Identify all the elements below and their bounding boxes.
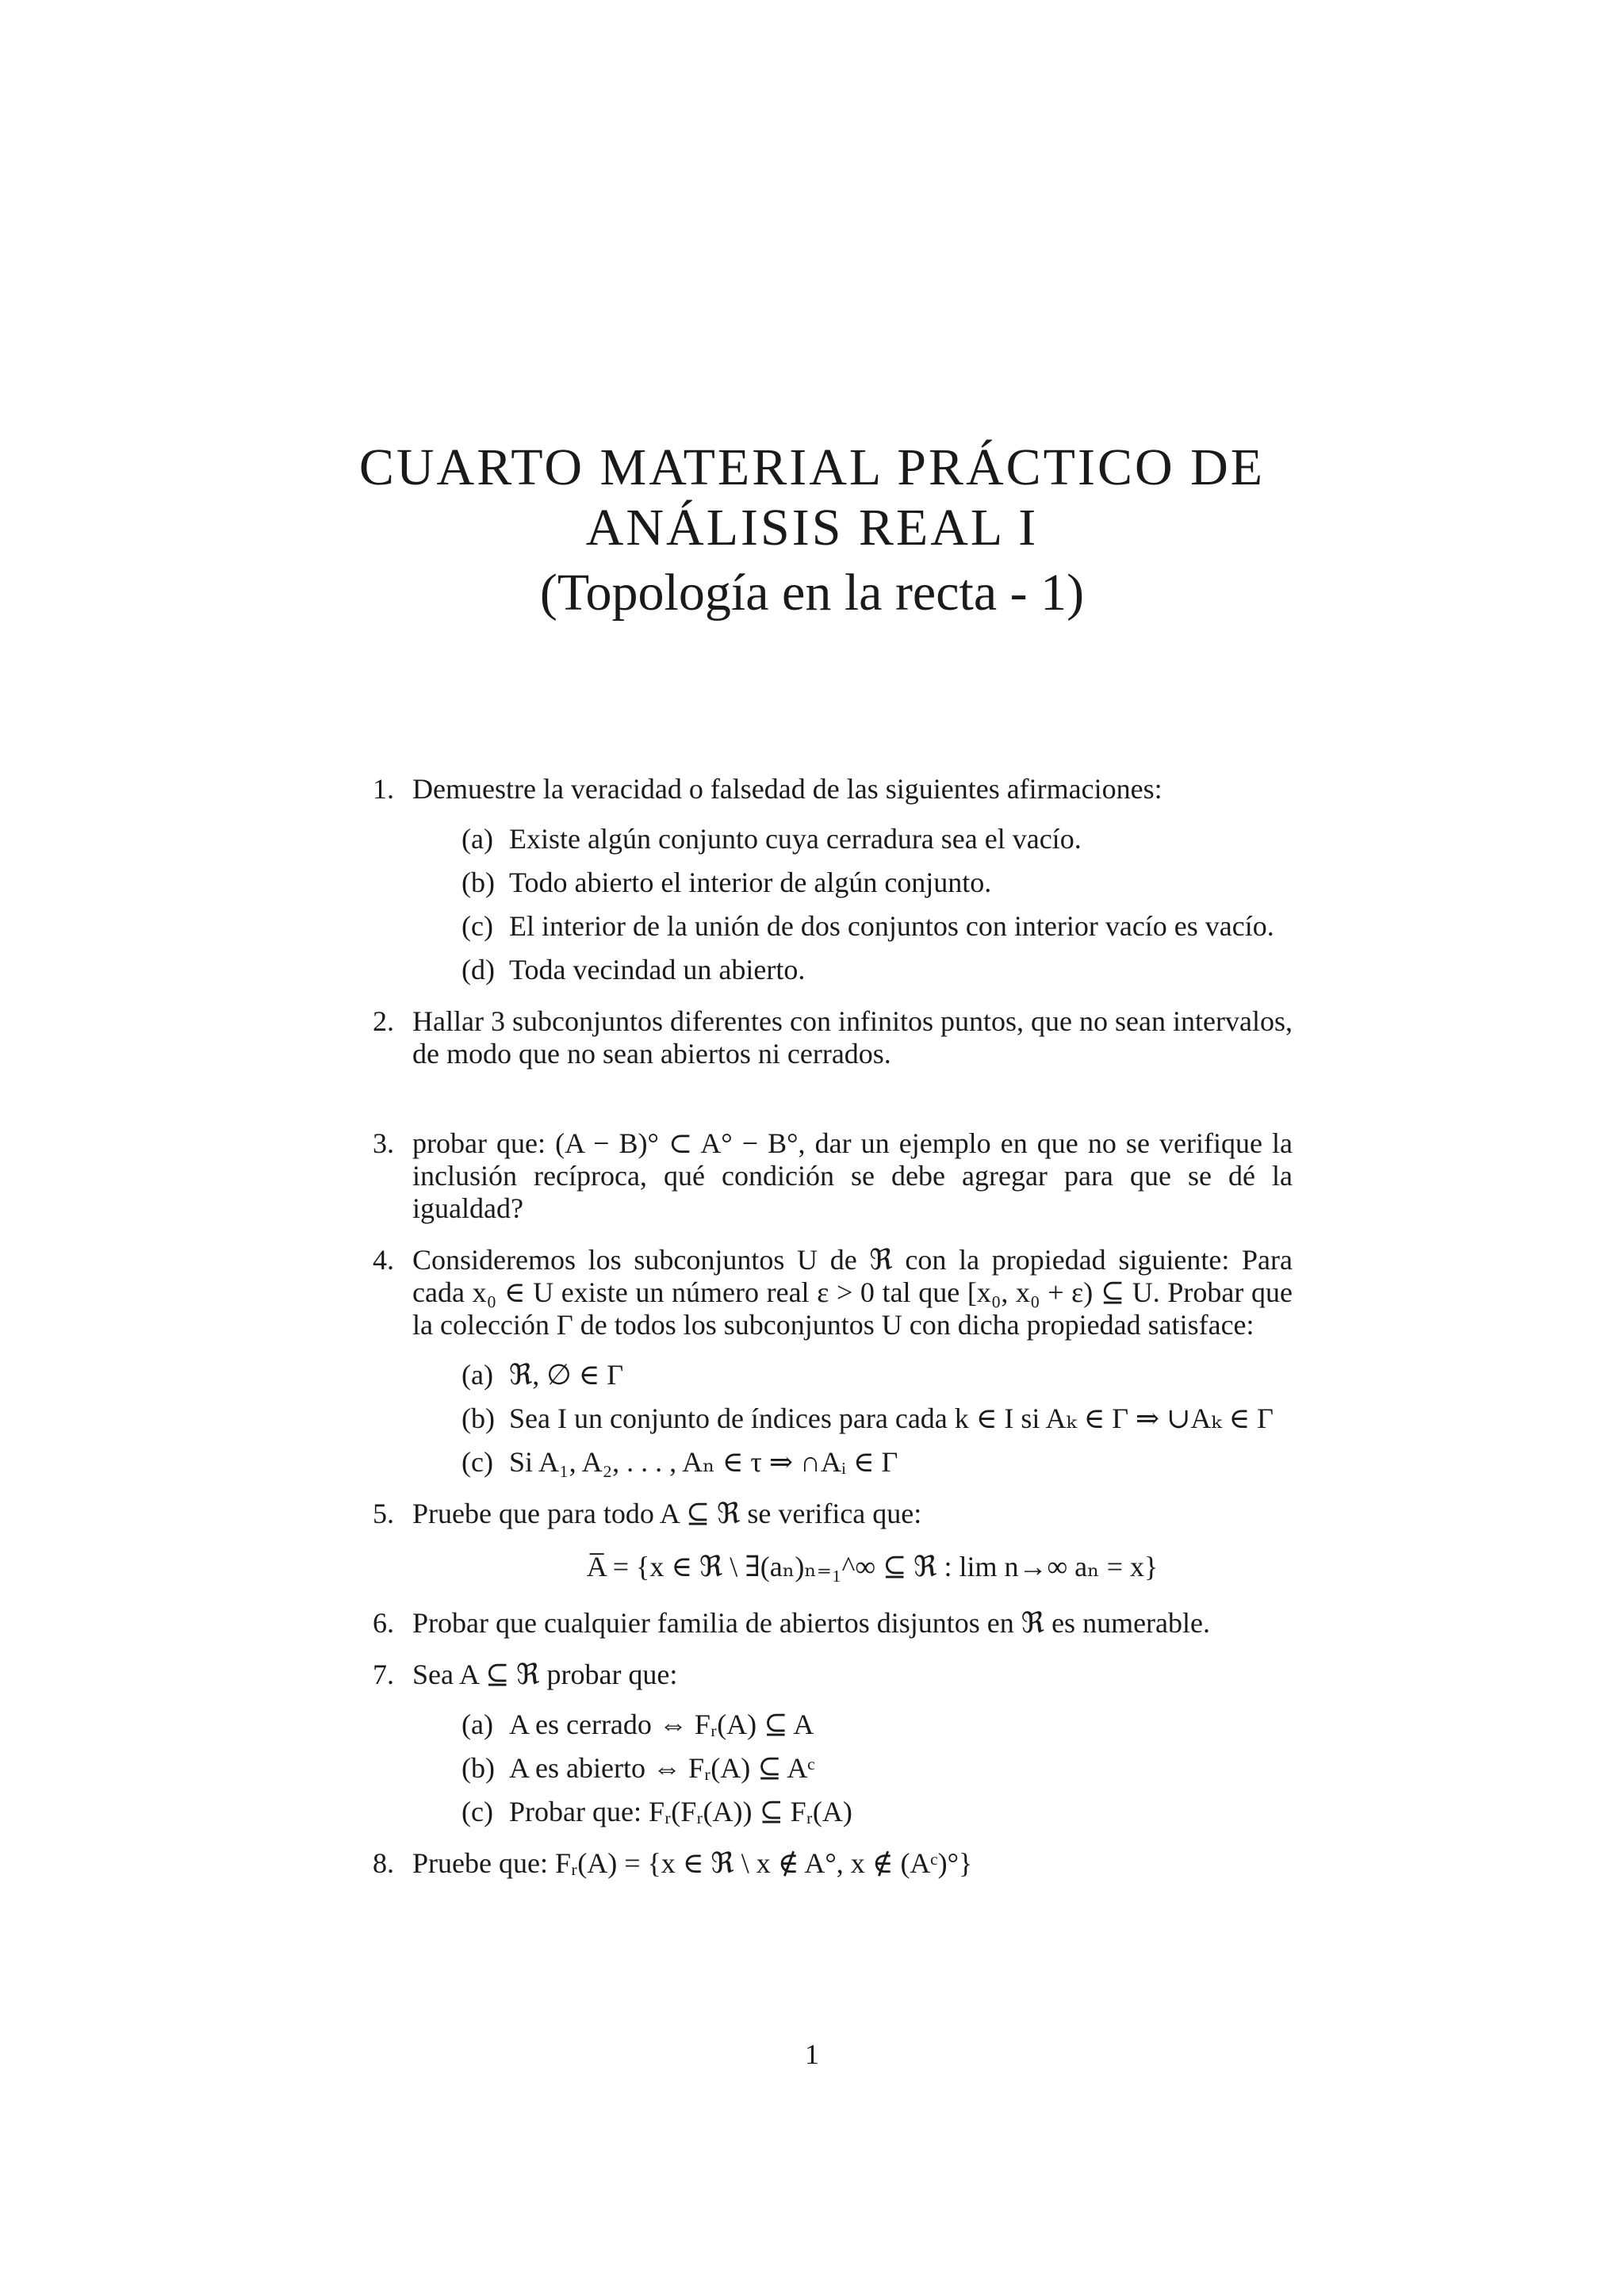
problem-number: 7. xyxy=(373,1659,394,1690)
part-label: (c) xyxy=(462,910,493,942)
part-text: Si A₁, A₂, . . . , Aₙ ∈ τ ⇒ ∩Aᵢ ∈ Γ xyxy=(509,1446,898,1478)
problem-number: 2. xyxy=(373,1005,394,1037)
problem-text: Probar que cualquier familia de abiertos disjuntos en ℜ es numerable. xyxy=(412,1607,1210,1639)
problem-part xyxy=(412,1446,1293,1479)
problem-8 xyxy=(373,1847,1293,1880)
part-label: (a) xyxy=(462,823,493,855)
part-text: A es cerrado ⇔ Fᵣ(A) ⊆ A xyxy=(509,1709,814,1740)
part-label: (c) xyxy=(462,1446,493,1478)
document-subtitle: (Topología en la recta - 1) xyxy=(539,564,1085,622)
problem-text: probar que: (A − B)° ⊂ A° − B°, dar un ejemplo en que no se verifique la inclusión recíproca, qué condición se debe agregar para que se dé la igualdad? xyxy=(412,1127,1293,1224)
problem-number: 6. xyxy=(373,1607,394,1639)
part-text: Sea I un conjunto de índices para cada k ∈ I si Aₖ ∈ Γ ⇒ ∪Aₖ ∈ Γ xyxy=(509,1402,1274,1434)
problem-2 xyxy=(373,1005,1293,1070)
part-label: (b) xyxy=(462,1752,495,1784)
problem-text: Pruebe que: Fᵣ(A) = {x ∈ ℜ \ x ∉ A°, x ∉ (Aᶜ)°} xyxy=(412,1847,973,1879)
problem-text: Hallar 3 subconjuntos diferentes con infinitos puntos, que no sean intervalos, de modo que no sean abiertos ni cerrados. xyxy=(412,1005,1293,1070)
problem-5 xyxy=(373,1498,1293,1583)
problem-4 xyxy=(373,1244,1293,1479)
problem-text: Demuestre la veracidad o falsedad de las siguientes afirmaciones: xyxy=(412,773,1162,805)
problem-part xyxy=(412,1359,1293,1391)
problem-number: 5. xyxy=(373,1498,394,1529)
part-text: Existe algún conjunto cuya cerradura sea el vacío. xyxy=(509,823,1082,855)
part-label: (a) xyxy=(462,1709,493,1740)
part-text: ℜ, ∅ ∈ Γ xyxy=(509,1359,624,1391)
problem-1 xyxy=(373,773,1293,986)
problem-part xyxy=(412,1752,1293,1785)
part-label: (a) xyxy=(462,1359,493,1391)
problem-parts xyxy=(412,823,1293,986)
problem-list xyxy=(373,773,1293,1899)
problem-part xyxy=(412,1402,1293,1435)
problem-part xyxy=(412,823,1293,855)
part-label: (c) xyxy=(462,1796,493,1827)
problem-3 xyxy=(373,1127,1293,1225)
problem-part xyxy=(412,1796,1293,1828)
problem-parts xyxy=(412,1359,1293,1479)
display-equation: A̅ = {x ∈ ℜ \ ∃(aₙ)ₙ₌₁^∞ ⊆ ℜ : lim n→∞ aₙ = x} xyxy=(586,1551,1159,1582)
problem-number: 1. xyxy=(373,773,394,805)
problem-part xyxy=(412,1709,1293,1741)
problem-number: 8. xyxy=(373,1847,394,1879)
problem-7 xyxy=(373,1659,1293,1828)
problem-text: Consideremos los subconjuntos U de ℜ con la propiedad siguiente: Para cada x₀ ∈ U existe un número real ε > 0 tal que [x₀, x₀ + ε) ⊆ U. Probar que la colección Γ de todos los subconjuntos U con dicha propiedad satisface: xyxy=(412,1244,1293,1341)
part-text: A es abierto ⇔ Fᵣ(A) ⊆ Aᶜ xyxy=(509,1752,815,1784)
problem-part xyxy=(412,954,1293,986)
document-title-line-2: ANÁLISIS REAL I xyxy=(585,499,1039,557)
document-title-line-1: CUARTO MATERIAL PRÁCTICO DE xyxy=(358,438,1266,496)
part-label: (b) xyxy=(462,1402,495,1434)
page-number: 1 xyxy=(805,2038,819,2070)
part-text: El interior de la unión de dos conjuntos con interior vacío es vacío. xyxy=(509,910,1274,942)
problem-6 xyxy=(373,1607,1293,1640)
problem-text: Sea A ⊆ ℜ probar que: xyxy=(412,1659,678,1690)
problem-part xyxy=(412,910,1293,943)
problem-number: 4. xyxy=(373,1244,394,1276)
part-label: (d) xyxy=(462,954,495,985)
problem-part xyxy=(412,867,1293,899)
problem-number: 3. xyxy=(373,1127,394,1159)
part-text: Toda vecindad un abierto. xyxy=(509,954,806,985)
part-text: Probar que: Fᵣ(Fᵣ(A)) ⊆ Fᵣ(A) xyxy=(509,1796,852,1827)
part-label: (b) xyxy=(462,867,495,898)
part-text: Todo abierto el interior de algún conjunto. xyxy=(509,867,992,898)
problem-text: Pruebe que para todo A ⊆ ℜ se verifica que: xyxy=(412,1498,922,1529)
problem-parts xyxy=(412,1709,1293,1828)
